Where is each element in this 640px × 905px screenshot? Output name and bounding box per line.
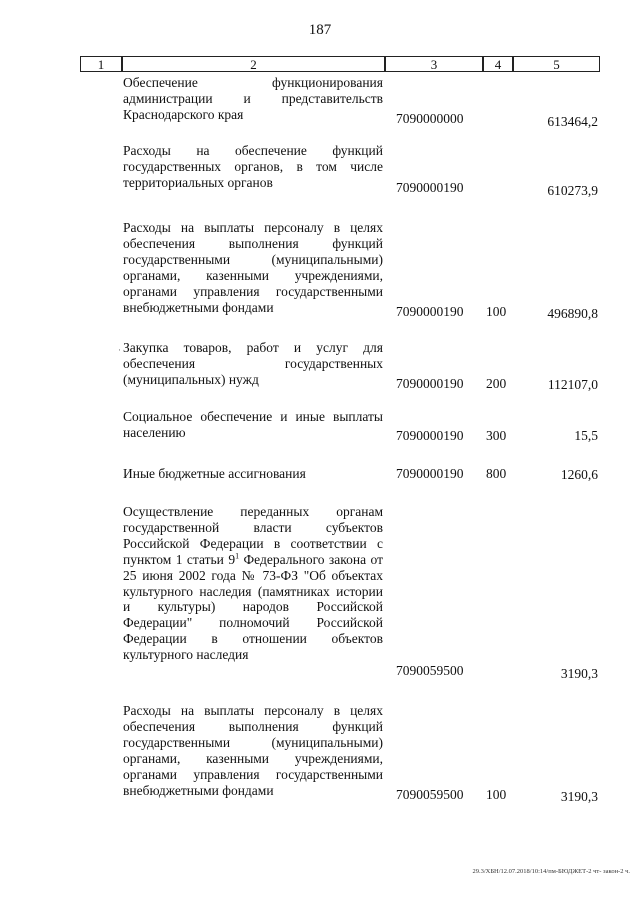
row-name: Закупка товаров, работ и услуг для обеспечения государственных (муниципальных) нужд bbox=[123, 340, 383, 387]
row-code: 7090059500 bbox=[396, 787, 464, 802]
row-name: Расходы на обеспечение функций государственных органов, в том числе территориальных органов bbox=[123, 143, 383, 190]
footer-stamp: 29.3/ХБН/12.07.2018/10:14/пм-БЮДЖЕТ-2 чт- закон-2 ч. bbox=[472, 868, 630, 875]
header-cell-5: 5 bbox=[513, 56, 600, 72]
row-name: Обеспечение функционирования администрации и представительств Краснодарского края bbox=[123, 75, 383, 122]
row-name-text-cont: Федерального закона от 25 июня 2002 года № 73-ФЗ "Об объектах культурного наследия (памятниках истории и культуры) народов Российской Федерации" полномочий Российской Федерации в отношении объектов культурного наследия bbox=[123, 551, 383, 663]
header-cell-1: 1 bbox=[80, 56, 122, 72]
row-code: 7090000190 bbox=[396, 466, 464, 481]
header-cell-2: 2 bbox=[122, 56, 385, 72]
row-name: Иные бюджетные ассигнования bbox=[123, 466, 306, 481]
margin-mark: · bbox=[118, 345, 121, 355]
row-vr: 300 bbox=[486, 428, 507, 443]
row-vr: 100 bbox=[486, 787, 507, 802]
row-amount: 3190,3 bbox=[560, 789, 598, 804]
row-vr: 800 bbox=[486, 466, 507, 481]
header-cell-3: 3 bbox=[385, 56, 483, 72]
row-amount: 15,5 bbox=[574, 428, 598, 443]
row-code: 7090059500 bbox=[396, 663, 464, 678]
row-code: 7090000190 bbox=[396, 180, 464, 195]
page-number: 187 bbox=[308, 22, 332, 38]
row-amount: 610273,9 bbox=[547, 183, 598, 198]
row-name: Расходы на выплаты персоналу в целях обеспечения выполнения функций государственными (муниципальными) органами, казенными учреждениями, органами управления государственными внебюджетными фондами bbox=[123, 703, 383, 798]
header-rule bbox=[80, 71, 600, 72]
row-code: 7090000190 bbox=[396, 428, 464, 443]
row-name: Расходы на выплаты персоналу в целях обеспечения выполнения функций государственными (муниципальными) органами, казенными учреждениями, органами управления государственными внебюджетными фондами bbox=[123, 220, 383, 315]
row-name: Социальное обеспечение и иные выплаты населению bbox=[123, 409, 383, 440]
row-amount: 613464,2 bbox=[547, 114, 598, 129]
row-name-text: Осуществление переданных органам государственной власти субъектов Российской Федерации в соответствии с пунктом 1 статьи 9 bbox=[123, 504, 383, 567]
row-vr: 200 bbox=[486, 376, 507, 391]
row-code: 7090000190 bbox=[396, 376, 464, 391]
footnote-superscript: 1 bbox=[235, 551, 240, 561]
row-amount: 3190,3 bbox=[560, 666, 598, 681]
row-amount: 496890,8 bbox=[547, 306, 598, 321]
row-amount: 112107,0 bbox=[547, 377, 598, 392]
row-name bbox=[123, 504, 383, 663]
row-vr: 100 bbox=[486, 304, 507, 319]
row-code: 7090000000 bbox=[396, 111, 464, 126]
header-cell-4: 4 bbox=[483, 56, 513, 72]
row-amount: 1260,6 bbox=[560, 467, 598, 482]
row-code: 7090000190 bbox=[396, 304, 464, 319]
